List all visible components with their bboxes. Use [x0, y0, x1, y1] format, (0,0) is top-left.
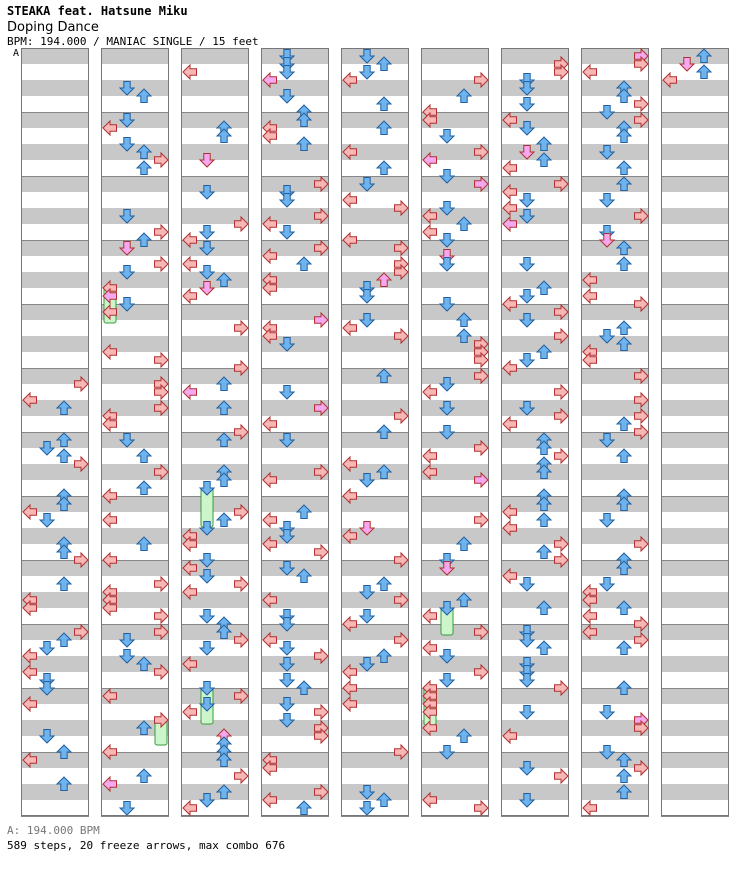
- up-arrow-note: [617, 129, 631, 143]
- down-arrow-note: [520, 674, 534, 688]
- beat-stripe: [21, 784, 89, 800]
- down-arrow-note: [520, 290, 534, 304]
- beat-stripe: [21, 528, 89, 544]
- right-arrow-note: [235, 769, 249, 783]
- up-arrow-note: [537, 641, 551, 655]
- beat-stripe: [501, 464, 569, 480]
- beat-stripe: [501, 240, 569, 256]
- song-artist: STEAKA feat. Hatsune Miku: [7, 4, 188, 18]
- up-arrow-note: [137, 769, 151, 783]
- right-arrow-note: [315, 545, 329, 559]
- up-arrow-note: [57, 545, 71, 559]
- left-arrow-note: [503, 161, 517, 175]
- beat-stripe: [661, 272, 729, 288]
- down-arrow-note: [440, 674, 454, 688]
- up-arrow-note: [377, 577, 391, 591]
- beat-stripe: [261, 48, 329, 64]
- beat-stripe: [501, 784, 569, 800]
- right-arrow-note: [555, 385, 569, 399]
- beat-stripe: [661, 176, 729, 192]
- chart-info: BPM: 194.000 / MANIAC SINGLE / 15 feet: [7, 35, 259, 48]
- left-arrow-note: [423, 449, 437, 463]
- beat-stripe: [501, 624, 569, 640]
- down-arrow-note: [200, 642, 214, 656]
- beat-stripe: [21, 304, 89, 320]
- beat-stripe: [341, 432, 409, 448]
- right-arrow-note: [155, 225, 169, 239]
- beat-stripe: [661, 560, 729, 576]
- beat-stripe: [21, 432, 89, 448]
- right-arrow-note: [235, 321, 249, 335]
- beat-stripe: [101, 48, 169, 64]
- beat-stripe: [421, 528, 489, 544]
- beat-stripe: [581, 560, 649, 576]
- beat-stripe: [101, 432, 169, 448]
- down-arrow-note: [520, 578, 534, 592]
- up-arrow-note: [297, 257, 311, 271]
- up-arrow-note: [617, 417, 631, 431]
- up-arrow-note: [137, 161, 151, 175]
- beat-stripe: [661, 624, 729, 640]
- down-arrow-note: [440, 258, 454, 272]
- up-arrow-note: [617, 321, 631, 335]
- left-arrow-note: [183, 801, 197, 815]
- beat-stripe: [181, 720, 249, 736]
- down-arrow-note: [440, 130, 454, 144]
- beat-stripe: [501, 432, 569, 448]
- up-arrow-note: [137, 449, 151, 463]
- step-stats: 589 steps, 20 freeze arrows, max combo 676: [7, 839, 286, 852]
- up-arrow-note: [537, 545, 551, 559]
- down-arrow-note: [600, 194, 614, 208]
- beat-stripe: [261, 432, 329, 448]
- beat-stripe: [21, 272, 89, 288]
- beat-stripe: [661, 240, 729, 256]
- beat-stripe: [181, 176, 249, 192]
- down-arrow-note: [40, 642, 54, 656]
- beat-stripe: [581, 240, 649, 256]
- beat-stripe: [421, 496, 489, 512]
- beat-stripe: [181, 48, 249, 64]
- left-arrow-note: [583, 801, 597, 815]
- down-arrow-note: [360, 802, 374, 816]
- right-arrow-note: [555, 449, 569, 463]
- beat-stripe: [421, 304, 489, 320]
- up-arrow-note: [377, 161, 391, 175]
- beat-stripe: [661, 304, 729, 320]
- beat-stripe: [181, 112, 249, 128]
- section-label: A: [13, 48, 20, 59]
- beat-stripe: [181, 752, 249, 768]
- beat-stripe: [661, 208, 729, 224]
- chart-column-2: [101, 48, 169, 817]
- beat-stripe: [261, 368, 329, 384]
- down-arrow-note: [280, 66, 294, 80]
- right-arrow-note: [235, 577, 249, 591]
- beat-stripe: [581, 144, 649, 160]
- right-arrow-note: [475, 801, 489, 815]
- down-arrow-note: [600, 706, 614, 720]
- beat-stripe: [181, 80, 249, 96]
- left-arrow-note: [343, 321, 357, 335]
- up-arrow-note: [617, 769, 631, 783]
- beat-stripe: [341, 304, 409, 320]
- beat-stripe: [661, 784, 729, 800]
- left-arrow-note: [183, 705, 197, 719]
- beat-stripe: [661, 688, 729, 704]
- up-arrow-note: [297, 801, 311, 815]
- up-arrow-note: [537, 513, 551, 527]
- beat-stripe: [341, 176, 409, 192]
- down-arrow-note: [280, 642, 294, 656]
- right-arrow-note: [475, 513, 489, 527]
- beat-stripe: [101, 208, 169, 224]
- beat-stripe: [181, 272, 249, 288]
- beat-stripe: [341, 112, 409, 128]
- down-arrow-note: [280, 226, 294, 240]
- beat-stripe: [181, 144, 249, 160]
- beat-stripe: [501, 752, 569, 768]
- beat-stripe: [421, 752, 489, 768]
- beat-stripe: [181, 304, 249, 320]
- beat-stripe: [581, 464, 649, 480]
- left-arrow-note: [423, 225, 437, 239]
- down-arrow-note: [520, 194, 534, 208]
- beat-stripe: [661, 592, 729, 608]
- up-arrow-note: [617, 641, 631, 655]
- down-arrow-note: [280, 194, 294, 208]
- left-arrow-note: [343, 193, 357, 207]
- left-arrow-note: [263, 417, 277, 431]
- beat-stripe: [501, 656, 569, 672]
- down-arrow-note: [200, 226, 214, 240]
- left-arrow-note: [503, 417, 517, 431]
- left-arrow-note: [423, 609, 437, 623]
- beat-stripe: [661, 336, 729, 352]
- down-arrow-note: [280, 674, 294, 688]
- down-arrow-note: [280, 386, 294, 400]
- chart-column-9: [661, 48, 729, 817]
- beat-stripe: [21, 336, 89, 352]
- beat-stripe: [581, 176, 649, 192]
- up-arrow-note: [57, 577, 71, 591]
- beat-stripe: [421, 400, 489, 416]
- left-arrow-note: [183, 257, 197, 271]
- up-arrow-note: [57, 449, 71, 463]
- beat-stripe: [501, 272, 569, 288]
- down-arrow-note: [40, 514, 54, 528]
- beat-stripe: [21, 112, 89, 128]
- right-arrow-note: [555, 769, 569, 783]
- beat-stripe: [661, 464, 729, 480]
- down-arrow-note: [360, 66, 374, 80]
- left-arrow-note: [183, 65, 197, 79]
- left-arrow-note: [263, 513, 277, 527]
- chart-column-3: [181, 48, 249, 817]
- beat-stripe: [261, 560, 329, 576]
- song-title: Doping Dance: [7, 20, 99, 35]
- beat-stripe: [661, 496, 729, 512]
- down-arrow-note: [600, 514, 614, 528]
- chart-column-4: [261, 48, 329, 817]
- chart-column-5: [341, 48, 409, 817]
- beat-stripe: [21, 176, 89, 192]
- beat-stripe: [421, 272, 489, 288]
- beat-stripe: [21, 208, 89, 224]
- beat-stripe: [661, 656, 729, 672]
- beat-stripe: [101, 528, 169, 544]
- beat-stripe: [661, 752, 729, 768]
- beat-stripe: [581, 688, 649, 704]
- beat-stripe: [421, 560, 489, 576]
- down-arrow-note: [360, 290, 374, 304]
- up-arrow-note: [217, 513, 231, 527]
- down-arrow-note: [520, 354, 534, 368]
- beat-stripe: [261, 496, 329, 512]
- up-arrow-note: [137, 481, 151, 495]
- right-arrow-note: [635, 97, 649, 111]
- chart-column-7: [501, 48, 569, 817]
- beat-stripe: [501, 80, 569, 96]
- right-arrow-note: [155, 257, 169, 271]
- beat-stripe: [21, 80, 89, 96]
- down-arrow-note: [600, 578, 614, 592]
- left-arrow-note: [103, 513, 117, 527]
- up-arrow-note: [377, 97, 391, 111]
- up-arrow-note: [617, 257, 631, 271]
- beat-stripe: [261, 144, 329, 160]
- up-arrow-note: [697, 65, 711, 79]
- beat-stripe: [661, 528, 729, 544]
- down-arrow-note: [520, 98, 534, 112]
- beat-stripe: [181, 336, 249, 352]
- beat-stripe: [21, 48, 89, 64]
- beat-stripe: [181, 400, 249, 416]
- down-arrow-note: [520, 706, 534, 720]
- beat-stripe: [661, 368, 729, 384]
- beat-stripe: [661, 48, 729, 64]
- chart-column-8: [581, 48, 649, 817]
- beat-stripe: [181, 464, 249, 480]
- right-arrow-note: [315, 705, 329, 719]
- beat-stripe: [581, 80, 649, 96]
- left-arrow-note: [183, 385, 197, 399]
- beat-stripe: [21, 720, 89, 736]
- left-arrow-note: [423, 385, 437, 399]
- beat-stripe: [341, 368, 409, 384]
- beat-stripe: [21, 240, 89, 256]
- left-arrow-note: [423, 641, 437, 655]
- beat-stripe: [341, 48, 409, 64]
- beat-stripe: [181, 784, 249, 800]
- down-arrow-note: [120, 802, 134, 816]
- left-arrow-note: [183, 289, 197, 303]
- right-arrow-note: [155, 577, 169, 591]
- beat-stripe: [261, 688, 329, 704]
- beat-stripe: [101, 80, 169, 96]
- bpm-summary: A: 194.000 BPM: [7, 824, 100, 837]
- up-arrow-note: [217, 129, 231, 143]
- up-arrow-note: [617, 161, 631, 175]
- beat-stripe: [341, 720, 409, 736]
- down-arrow-note: [200, 610, 214, 624]
- beat-stripe: [661, 112, 729, 128]
- beat-stripe: [501, 144, 569, 160]
- left-arrow-note: [583, 609, 597, 623]
- right-arrow-note: [155, 609, 169, 623]
- beat-stripe: [501, 592, 569, 608]
- beat-stripe: [581, 496, 649, 512]
- up-arrow-note: [617, 449, 631, 463]
- beat-stripe: [421, 240, 489, 256]
- down-arrow-note: [360, 610, 374, 624]
- beat-stripe: [421, 592, 489, 608]
- chart-column-1: [21, 48, 89, 817]
- beat-stripe: [101, 176, 169, 192]
- chart-column-6: [421, 48, 489, 817]
- beat-stripe: [661, 144, 729, 160]
- beat-stripe: [661, 400, 729, 416]
- beat-stripe: [341, 784, 409, 800]
- left-arrow-note: [583, 289, 597, 303]
- beat-stripe: [581, 784, 649, 800]
- down-arrow-note: [520, 258, 534, 272]
- left-arrow-note: [583, 65, 597, 79]
- right-arrow-note: [155, 353, 169, 367]
- beat-stripe: [661, 720, 729, 736]
- beat-stripe: [661, 432, 729, 448]
- beat-stripe: [101, 240, 169, 256]
- beat-stripe: [421, 48, 489, 64]
- beat-stripe: [21, 144, 89, 160]
- beat-stripe: [581, 656, 649, 672]
